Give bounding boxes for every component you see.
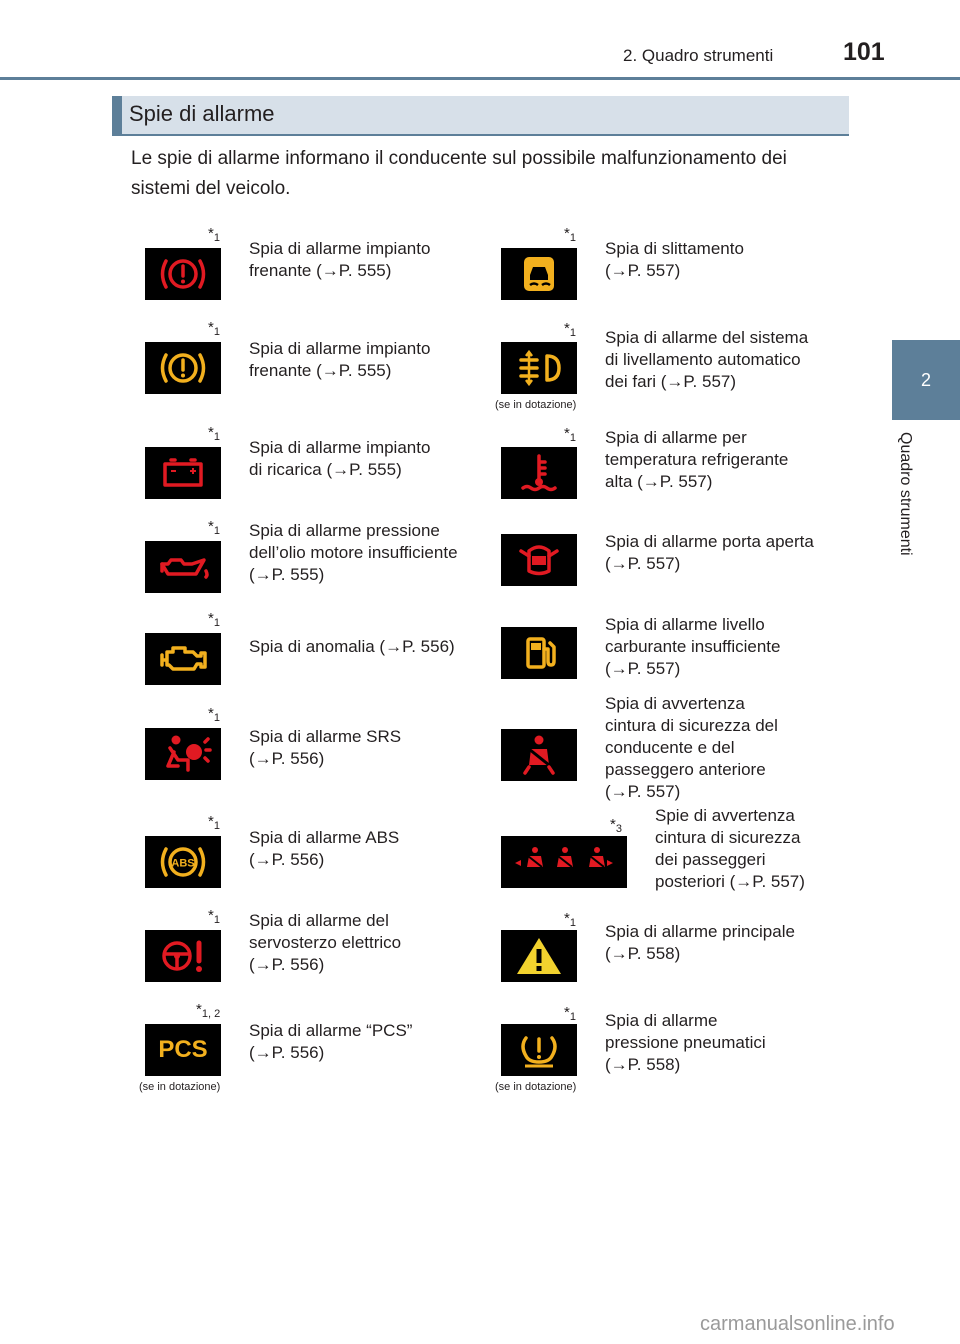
footnote-marker: $*_1$ [564, 1004, 576, 1023]
footnote-marker: $*_1$ [208, 518, 220, 537]
description-line: (→P. 556) [249, 749, 325, 768]
door-open-icon [501, 534, 577, 586]
description-line: Spia di avvertenza [605, 694, 745, 713]
warning-light-description [249, 726, 401, 770]
description-line: Spie di avvertenza [655, 806, 795, 825]
chapter-title: 2. Quadro strumenti [623, 46, 774, 65]
description-line: (→P. 556) [249, 1043, 325, 1062]
description-line: frenante (→P. 555) [249, 261, 392, 280]
description-line: servosterzo elettrico [249, 933, 402, 952]
fuel-pump-icon [501, 627, 577, 679]
warning-light-description [605, 1010, 766, 1076]
description-line: alta (→P. 557) [605, 472, 713, 491]
footnote-marker: $*_1$ [208, 813, 220, 832]
description-line: Spia di allarme pressione [249, 521, 440, 540]
warning-light-description [655, 805, 805, 893]
description-line: posteriori (→P. 557) [655, 872, 805, 891]
header-rule [0, 77, 960, 80]
warning-light-description [249, 827, 399, 871]
description-line: (→P. 556) [249, 850, 325, 869]
description-line: (→P. 555) [249, 565, 325, 584]
footnote-marker: $*_1$ [564, 320, 576, 339]
tire-pressure-icon [501, 1024, 577, 1076]
warning-light-description [249, 238, 430, 282]
description-line: pressione pneumatici [605, 1033, 766, 1052]
description-line: temperatura refrigerante [605, 450, 789, 469]
footer-watermark: carmanualsonline.info [700, 1313, 895, 1335]
section-header-accent [112, 96, 122, 136]
optional-equipment-note: (se in dotazione) [139, 1081, 221, 1093]
warning-light-description [249, 338, 430, 382]
description-line: passeggero anteriore [605, 760, 766, 779]
description-line: conducente e del [605, 738, 735, 757]
footnote-marker: $*_{1, 2}$ [196, 1001, 221, 1020]
chapter-tab-title: Quadro strumenti [897, 432, 914, 556]
optional-equipment-note: (se in dotazione) [495, 399, 577, 411]
description-line: di ricarica (→P. 555) [249, 460, 402, 479]
brake-warning-icon [145, 342, 221, 394]
warning-light-description [249, 437, 430, 481]
pcs-icon-text: PCS [158, 1036, 208, 1063]
warning-light-description [605, 327, 808, 393]
slip-indicator-icon [501, 248, 577, 300]
description-line: (→P. 557) [605, 782, 681, 801]
section-intro: Le spie di allarme informano il conducente sul possibile malfunzionamento dei sistemi del veicolo. [131, 148, 787, 199]
description-line: (→P. 558) [605, 1055, 681, 1074]
description-line: Spia di allarme del sistema [605, 328, 809, 347]
description-line: Spia di allarme impianto [249, 339, 431, 358]
footnote-marker: $*_1$ [564, 910, 576, 929]
footnote-marker: $*_1$ [208, 907, 220, 926]
oil-can-icon [145, 541, 221, 593]
power-steering-icon [145, 930, 221, 982]
footnote-marker: $*_1$ [208, 424, 220, 443]
warning-light-description [249, 1020, 412, 1064]
description-line: Spia di allarme porta aperta [605, 532, 814, 551]
svg-text:ABS: ABS [171, 857, 195, 870]
description-line: Spia di allarme impianto [249, 438, 431, 457]
description-line: Spia di allarme livello [605, 615, 765, 634]
description-line: Spia di allarme per [605, 428, 747, 447]
brake-warning-icon [145, 248, 221, 300]
warning-light-description [605, 531, 814, 575]
warning-light-description [605, 693, 778, 803]
battery-icon [145, 447, 221, 499]
description-line: Spia di allarme “PCS” [249, 1021, 413, 1040]
chapter-tab-number: 2 [920, 369, 931, 390]
abs-icon [145, 836, 221, 888]
engine-icon [145, 633, 221, 685]
footnote-marker: $*_1$ [208, 319, 220, 338]
description-line: Spia di allarme ABS [249, 828, 400, 847]
description-line: Spia di allarme del [249, 911, 389, 930]
coolant-temperature-icon [501, 447, 577, 499]
chapter-tab[interactable] [892, 340, 960, 420]
warning-light-description [249, 910, 401, 976]
warning-light-description [605, 614, 780, 680]
page-number: 101 [843, 38, 885, 66]
airbag-icon [145, 728, 221, 780]
footnote-marker: $*_1$ [564, 225, 576, 244]
warning-light-description [605, 238, 744, 282]
master-warning-icon [501, 930, 577, 982]
seatbelt-icon [501, 729, 577, 781]
rear-seatbelt-icon [501, 836, 627, 888]
description-line: di livellamento automatico [605, 350, 801, 369]
footnote-marker: $*_1$ [564, 425, 576, 444]
description-line: dell’olio motore insufficiente [249, 543, 458, 562]
description-line: Spia di allarme SRS [249, 727, 402, 746]
description-line: Spia di anomalia (→P. 556) [249, 637, 455, 656]
description-line: Spia di slittamento [605, 239, 744, 258]
description-line: carburante insufficiente [605, 637, 781, 656]
warning-light-description [249, 520, 458, 586]
section-title: Spie di allarme [129, 101, 275, 126]
warning-light-description [249, 636, 455, 658]
description-line: (→P. 557) [605, 659, 681, 678]
footnote-marker: $*_1$ [208, 225, 220, 244]
optional-equipment-note: (se in dotazione) [495, 1081, 577, 1093]
description-line: Spia di allarme principale [605, 922, 795, 941]
description-line: Spia di allarme impianto [249, 239, 431, 258]
description-line: cintura di sicurezza [655, 828, 801, 847]
footnote-marker: $*_3$ [610, 816, 622, 835]
description-line: Spia di allarme [605, 1011, 718, 1030]
warning-light-description [605, 921, 795, 965]
description-line: (→P. 557) [605, 554, 681, 573]
description-line: cintura di sicurezza del [605, 716, 778, 735]
description-line: (→P. 558) [605, 944, 681, 963]
description-line: dei fari (→P. 557) [605, 372, 737, 391]
description-line: dei passeggeri [655, 850, 766, 869]
headlight-leveling-icon [501, 342, 577, 394]
pcs-icon [145, 1024, 221, 1076]
footnote-marker: $*_1$ [208, 705, 220, 724]
description-line: (→P. 556) [249, 955, 325, 974]
description-line: frenante (→P. 555) [249, 361, 392, 380]
footnote-marker: $*_1$ [208, 610, 220, 629]
warning-light-description [605, 427, 788, 493]
description-line: (→P. 557) [605, 261, 681, 280]
